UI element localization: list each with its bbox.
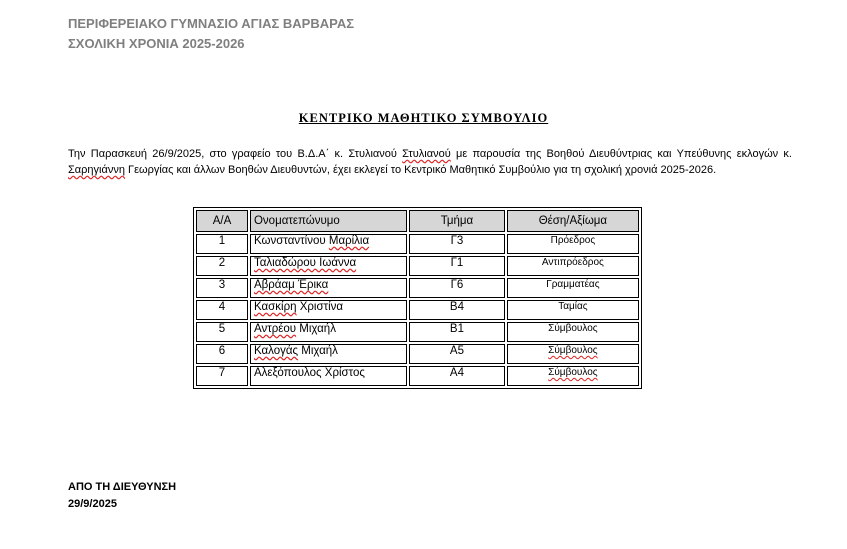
table-row <box>196 278 639 298</box>
school-year: ΣΧΟΛΙΚΗ ΧΡΟΝΙΑ 2025-2026 <box>68 36 245 51</box>
cell-name <box>250 300 407 320</box>
name-second-part: Χριστίνα <box>296 301 344 313</box>
cell-class: Γ3 <box>409 234 505 254</box>
name-spellcheck-part: Κασκίρη <box>253 301 297 313</box>
intro-paragraph <box>68 146 792 178</box>
table-row <box>196 322 639 342</box>
document-header <box>68 14 354 54</box>
table-row <box>196 366 639 386</box>
cell-aa: 2 <box>196 256 248 276</box>
cell-aa: 3 <box>196 278 248 298</box>
table-row <box>196 300 639 320</box>
cell-role: Αντιπρόεδρος <box>507 256 639 276</box>
name-spellcheck-part: Καλογάς <box>253 345 299 357</box>
cell-name <box>250 278 407 298</box>
header-aa: Α/Α <box>196 210 248 232</box>
table-row <box>196 344 639 364</box>
name-spellcheck-part: Μαρίλια <box>328 235 370 247</box>
cell-class: Γ1 <box>409 256 505 276</box>
name-spellcheck-part: Αβράαμ Έρικα <box>253 279 329 291</box>
school-name: ΠΕΡΙΦΕΡΕΙΑΚΟ ΓΥΜΝΑΣΙΟ ΑΓΙΑΣ ΒΑΡΒΑΡΑΣ <box>68 16 355 31</box>
cell-name <box>250 256 407 276</box>
intro-text-1: Την Παρασκευή 26/9/2025, στο γραφείο του Β.Δ.Α΄ κ. Στυλιανού <box>68 148 403 160</box>
cell-aa: 5 <box>196 322 248 342</box>
table-row <box>196 256 639 276</box>
cell-aa: 6 <box>196 344 248 364</box>
cell-class: Β4 <box>409 300 505 320</box>
header-class: Τμήμα <box>409 210 505 232</box>
name-spellcheck-part: Αντρέου <box>253 323 297 335</box>
cell-class: Α5 <box>409 344 505 364</box>
name-first-part: Αλεξόπουλος Χρίστος <box>253 367 365 379</box>
council-table <box>193 207 642 389</box>
intro-text-3: Γεωργίας και άλλων Βοηθών Διευθυντών, έχει εκλεγεί το Κεντρικό Μαθητικό Συμβούλιο για τη σχολική χρονιά 2025-2026. <box>124 164 717 176</box>
intro-spellcheck-word-1: Στυλιανού <box>402 148 451 160</box>
document-title: ΚΕΝΤΡΙΚΟ ΜΑΘΗΤΙΚΟ ΣΥΜΒΟΥΛΙΟ <box>298 111 549 125</box>
name-second-part: Μιχαήλ <box>298 345 338 357</box>
intro-spellcheck-word-2: Σαρηγιάννη <box>68 164 125 176</box>
cell-name <box>250 234 407 254</box>
signature-date: 29/9/2025 <box>68 498 117 510</box>
cell-class: Γ6 <box>409 278 505 298</box>
header-role: Θέση/Αξίωμα <box>507 210 639 232</box>
header-name: Ονοματεπώνυμο <box>250 210 407 232</box>
cell-name <box>250 344 407 364</box>
cell-role: Ταμίας <box>507 300 639 320</box>
cell-aa: 4 <box>196 300 248 320</box>
name-second-part: Μιχαήλ <box>296 323 336 335</box>
document-footer <box>68 479 176 513</box>
cell-aa: 7 <box>196 366 248 386</box>
cell-class: Α4 <box>409 366 505 386</box>
signature-from: ΑΠΟ ΤΗ ΔΙΕΥΘΥΝΣΗ <box>68 481 177 493</box>
cell-role: Σύμβουλος <box>507 344 639 364</box>
cell-role: Σύμβουλος <box>507 322 639 342</box>
cell-name <box>250 322 407 342</box>
cell-role: Σύμβουλος <box>507 366 639 386</box>
name-spellcheck-part: Ταλιαδώρου Ιωάννα <box>253 257 357 269</box>
cell-name <box>250 366 407 386</box>
cell-role: Γραμματέας <box>507 278 639 298</box>
intro-text-2: με παρουσία της Βοηθού Διευθύντριας και Υπεύθυνης εκλογών κ. <box>450 148 792 160</box>
table-header-row <box>196 210 639 232</box>
cell-aa: 1 <box>196 234 248 254</box>
table-row <box>196 234 639 254</box>
cell-class: Β1 <box>409 322 505 342</box>
cell-role: Πρόεδρος <box>507 234 639 254</box>
name-first-part: Κωνσταντίνου <box>253 235 326 247</box>
